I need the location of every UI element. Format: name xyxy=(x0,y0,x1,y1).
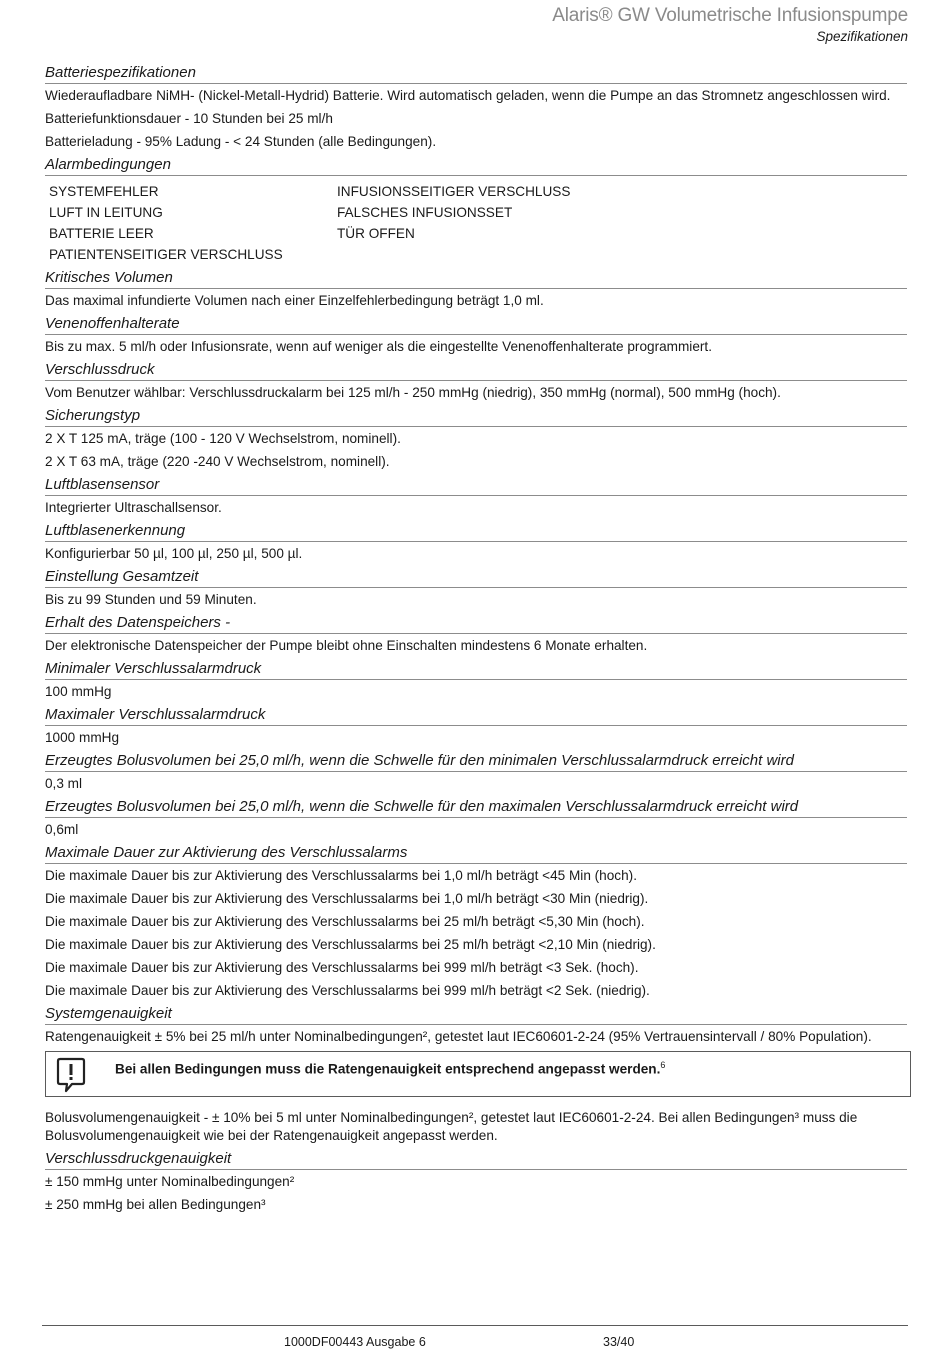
section-critical-volume xyxy=(45,269,907,310)
section-memory-retention xyxy=(45,614,907,655)
spec-line: Das maximal infundierte Volumen nach einer Einzelfehlerbedingung beträgt 1,0 ml. xyxy=(45,293,544,308)
section-air-sensor xyxy=(45,476,907,517)
alarm-item: LUFT IN LEITUNG xyxy=(49,205,163,220)
page-header xyxy=(552,4,908,46)
spec-line: Die maximale Dauer bis zur Aktivierung des Verschlussalarms bei 1,0 ml/h beträgt <30 Min (niedrig). xyxy=(45,891,649,906)
section-alarms xyxy=(45,156,907,264)
section-kvo-rate xyxy=(45,315,907,356)
section-system-accuracy xyxy=(45,1005,907,1145)
spec-line: ± 250 mmHg bei allen Bedingungen³ xyxy=(45,1197,266,1212)
caution-icon xyxy=(56,1056,86,1094)
section-max-occlusion xyxy=(45,706,907,747)
alarm-item: SYSTEMFEHLER xyxy=(49,184,159,199)
section-bolus-min xyxy=(45,752,907,793)
section-fuse-type xyxy=(45,407,907,471)
spec-line: 100 mmHg xyxy=(45,684,112,699)
section-heading: Sicherungstyp xyxy=(45,407,907,427)
spec-line: 2 X T 63 mA, träge (220 -240 V Wechselstrom, nominell). xyxy=(45,454,390,469)
alarm-item: FALSCHES INFUSIONSSET xyxy=(337,205,513,220)
spec-line: 0,6ml xyxy=(45,822,79,837)
spec-line: Bis zu max. 5 ml/h oder Infusionsrate, wenn auf weniger als die eingestellte Venenoffenhalterate programmiert. xyxy=(45,339,712,354)
spec-line: Die maximale Dauer bis zur Aktivierung des Verschlussalarms bei 25 ml/h beträgt <5,30 Min (hoch). xyxy=(45,914,645,929)
spec-line: Vom Benutzer wählbar: Verschlussdruckalarm bei 125 ml/h - 250 mmHg (niedrig), 350 mmHg (normal), 500 mmHg (hoch). xyxy=(45,385,781,400)
section-occlusion-pressure xyxy=(45,361,907,402)
notice-text xyxy=(115,1056,665,1079)
spec-line: Bis zu 99 Stunden und 59 Minuten. xyxy=(45,592,257,607)
spec-line: 2 X T 125 mA, träge (100 - 120 V Wechselstrom, nominell). xyxy=(45,431,401,446)
alarm-item: PATIENTENSEITIGER VERSCHLUSS xyxy=(49,247,283,262)
spec-line: Die maximale Dauer bis zur Aktivierung des Verschlussalarms bei 999 ml/h beträgt <3 Sek. (hoch). xyxy=(45,960,639,975)
section-total-time xyxy=(45,568,907,609)
section-battery xyxy=(45,64,907,151)
footer-page-number: 33/40 xyxy=(603,1335,635,1349)
alarm-item xyxy=(337,246,907,264)
spec-line: Die maximale Dauer bis zur Aktivierung des Verschlussalarms bei 1,0 ml/h beträgt <45 Min (hoch). xyxy=(45,868,637,883)
spec-line: Integrierter Ultraschallsensor. xyxy=(45,500,222,515)
section-heading: Maximaler Verschlussalarmdruck xyxy=(45,706,907,726)
section-min-occlusion xyxy=(45,660,907,701)
section-air-detection xyxy=(45,522,907,563)
section-heading: Kritisches Volumen xyxy=(45,269,907,289)
spec-line: Konfigurierbar 50 µl, 100 µl, 250 µl, 500 µl. xyxy=(45,546,303,561)
spec-line: Batterieladung - 95% Ladung - < 24 Stunden (alle Bedingungen). xyxy=(45,134,437,149)
spec-line: 1000 mmHg xyxy=(45,730,120,745)
spec-line: Bolusvolumengenauigkeit - ± 10% bei 5 ml unter Nominalbedingungen², getestet laut IEC60601-2-24. Bei allen Bedingungen³ muss die Bolusvolumengenauigkeit wie bei der Ratengenauigkeit angepasst werden. xyxy=(45,1110,858,1143)
footer-doc-number: 1000DF00443 Ausgabe 6 xyxy=(284,1335,426,1349)
spec-line: Ratengenauigkeit ± 5% bei 25 ml/h unter Nominalbedingungen², getestet laut IEC60601-2-24 (95% Vertrauensintervall / 80% Population). xyxy=(45,1029,872,1044)
section-heading: Luftblasensensor xyxy=(45,476,907,496)
section-alarm-time xyxy=(45,844,907,1000)
notice-footnote-ref: 6 xyxy=(660,1060,666,1070)
section-heading: Alarmbedingungen xyxy=(45,156,907,176)
spec-line: Wiederaufladbare NiMH- (Nickel-Metall-Hydrid) Batterie. Wird automatisch geladen, wenn die Pumpe an das Stromnetz angeschlossen wird. xyxy=(45,88,891,103)
section-heading: Maximale Dauer zur Aktivierung des Verschlussalarms xyxy=(45,844,907,864)
section-heading: Luftblasenerkennung xyxy=(45,522,907,542)
spec-line: Die maximale Dauer bis zur Aktivierung des Verschlussalarms bei 25 ml/h beträgt <2,10 Min (niedrig). xyxy=(45,937,656,952)
section-occlusion-accuracy xyxy=(45,1150,907,1214)
alarm-item: BATTERIE LEER xyxy=(49,226,154,241)
caution-notice xyxy=(45,1051,911,1097)
spec-line: 0,3 ml xyxy=(45,776,83,791)
section-heading: Verschlussdruck xyxy=(45,361,907,381)
alarm-list xyxy=(45,183,907,264)
section-heading: Erzeugtes Bolusvolumen bei 25,0 ml/h, wenn die Schwelle für den minimalen Verschlussalarmdruck erreicht wird xyxy=(45,752,907,772)
section-heading: Erzeugtes Bolusvolumen bei 25,0 ml/h, wenn die Schwelle für den maximalen Verschlussalarmdruck erreicht wird xyxy=(45,798,907,818)
section-heading: Venenoffenhalterate xyxy=(45,315,907,335)
document-subtitle: Spezifikationen xyxy=(816,29,908,44)
alarm-item: TÜR OFFEN xyxy=(337,226,415,241)
spec-content xyxy=(45,64,907,1219)
section-bolus-max xyxy=(45,798,907,839)
spec-line: Batteriefunktionsdauer - 10 Stunden bei 25 ml/h xyxy=(45,111,333,126)
document-title: Alaris® GW Volumetrische Infusionspumpe xyxy=(552,5,908,26)
footer-divider xyxy=(42,1325,908,1326)
section-heading: Einstellung Gesamtzeit xyxy=(45,568,907,588)
notice-message: Bei allen Bedingungen muss die Ratengenauigkeit entsprechend angepasst werden. xyxy=(115,1061,661,1077)
section-heading: Systemgenauigkeit xyxy=(45,1005,907,1025)
spec-line: ± 150 mmHg unter Nominalbedingungen² xyxy=(45,1174,295,1189)
section-heading: Minimaler Verschlussalarmdruck xyxy=(45,660,907,680)
section-heading: Batteriespezifikationen xyxy=(45,64,907,84)
section-heading: Erhalt des Datenspeichers - xyxy=(45,614,907,634)
spec-line: Die maximale Dauer bis zur Aktivierung des Verschlussalarms bei 999 ml/h beträgt <2 Sek. (niedrig). xyxy=(45,983,650,998)
alarm-item: INFUSIONSSEITIGER VERSCHLUSS xyxy=(337,184,571,199)
section-heading: Verschlussdruckgenauigkeit xyxy=(45,1150,907,1170)
spec-line: Der elektronische Datenspeicher der Pumpe bleibt ohne Einschalten mindestens 6 Monate erhalten. xyxy=(45,638,648,653)
